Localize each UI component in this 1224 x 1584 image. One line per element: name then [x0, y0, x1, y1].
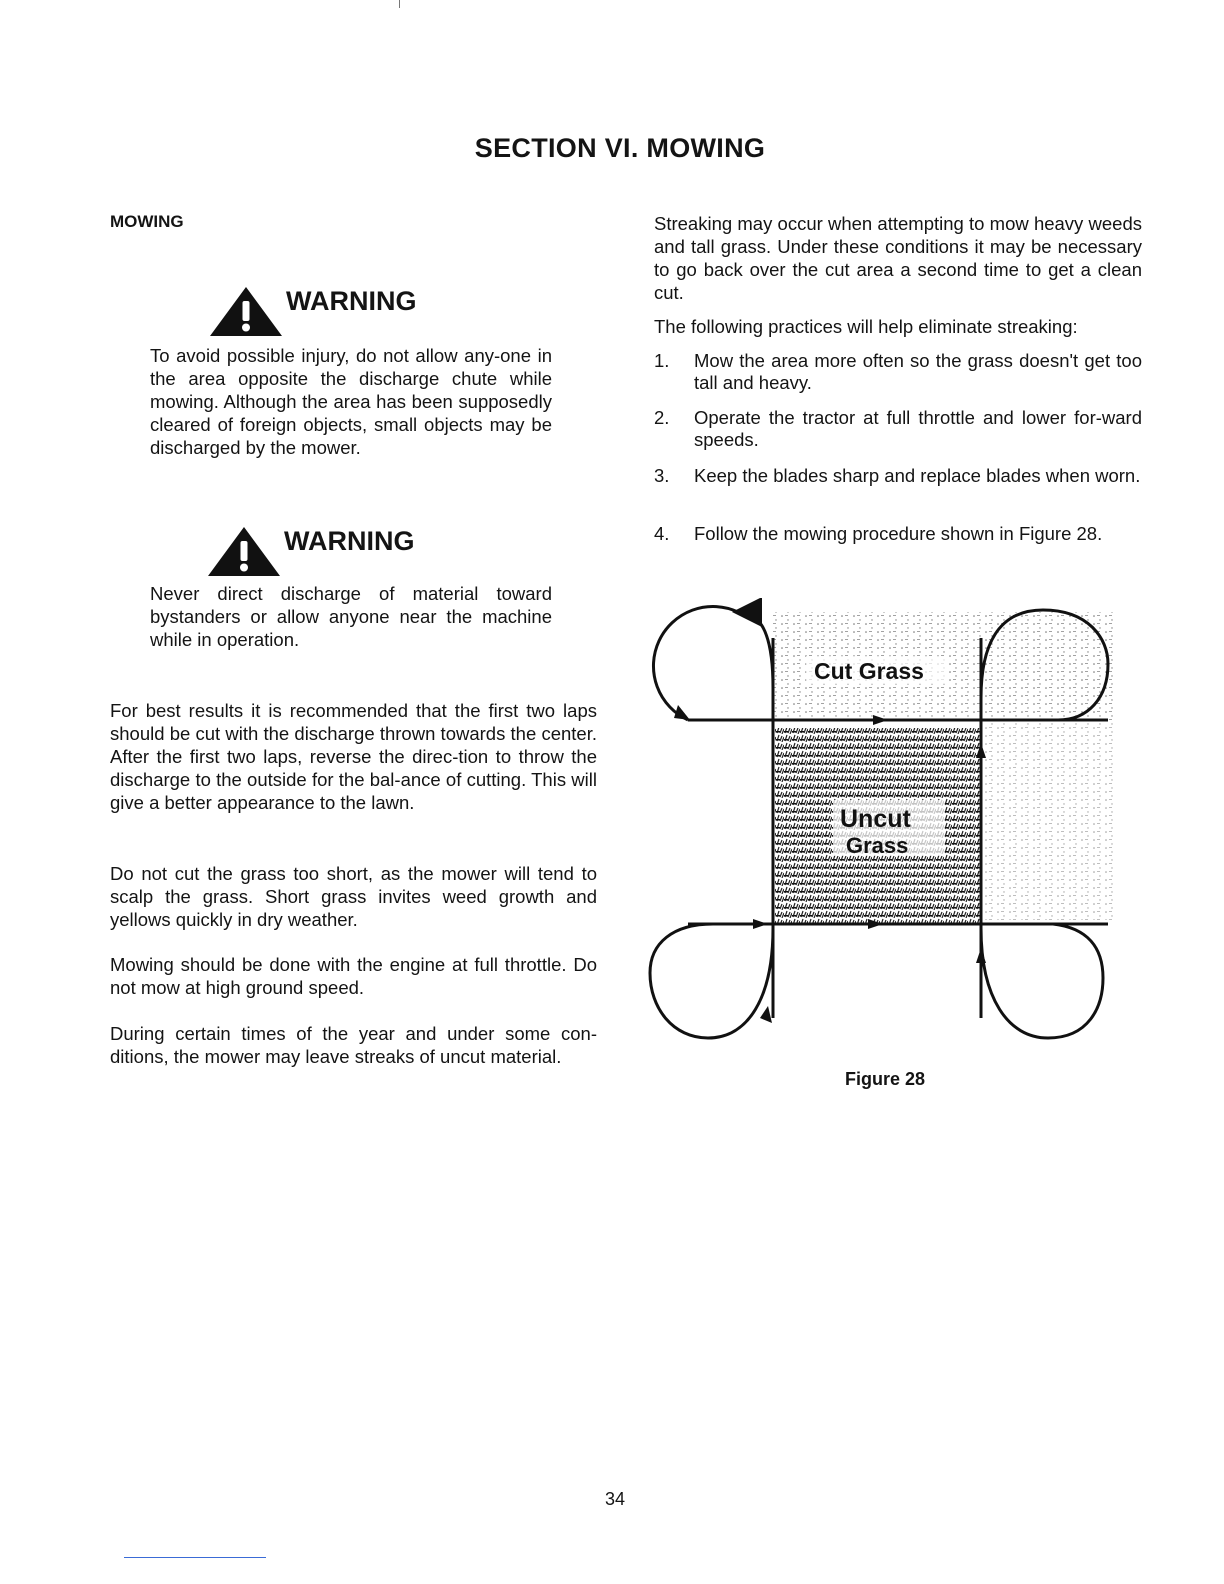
warning-label-2: WARNING [284, 526, 415, 556]
warning-text-1: To avoid possible injury, do not allow any-one in the area opposite the discharge chute while mowing. Although the area has been supposedly cleared of foreign objects, small objects may be discharged by the mower. [150, 345, 552, 458]
paragraph-streaking-intro: Streaking may occur when attempting to mow heavy weeds and tall grass. Under these conditions it may be necessary to go back over the cut area a second time to get a clean cut. [654, 213, 1142, 303]
uncut-grass-label-1: Uncut [840, 805, 911, 833]
page-title: SECTION VI. MOWING [474, 133, 766, 163]
list-item-number: 1. [654, 350, 670, 371]
warning-triangle-icon [208, 284, 284, 338]
figure-caption: Figure 28 [845, 1069, 926, 1089]
list-item [654, 523, 1142, 545]
mowing-pattern-diagram [648, 598, 1118, 1048]
mowing-pattern-figure [648, 598, 1118, 1048]
page-number: 34 [605, 1489, 626, 1509]
list-item-number: 4. [654, 523, 670, 544]
list-item-text: Keep the blades sharp and replace blades when worn. [694, 465, 1141, 486]
warning-text-2: Never direct discharge of material toward bystanders or allow anyone near the machine while in operation. [150, 583, 552, 650]
list-item-text: Follow the mowing procedure shown in Figure 28. [694, 523, 1103, 544]
warning-triangle-icon [206, 524, 282, 578]
footer-line [124, 1557, 266, 1558]
paragraph-streaks: During certain times of the year and under some con-ditions, the mower may leave streaks of uncut material. [110, 1023, 597, 1067]
warning-label-1: WARNING [286, 286, 417, 316]
scan-mark [399, 0, 400, 8]
paragraph-discharge-direction: For best results it is recommended that the first two laps should be cut with the discharge thrown towards the center. After the first two laps, reverse the direc-tion to throw the discharge to the outside for the bal-ance of cutting. This will give a better appearance to the lawn. [110, 700, 597, 813]
section-subheading: MOWING [110, 212, 184, 231]
list-intro: The following practices will help eliminate streaking: [654, 316, 1078, 337]
warning-header-1 [208, 284, 468, 344]
list-item-text: Operate the tractor at full throttle and lower for-ward speeds. [694, 407, 1142, 450]
warning-header-2 [206, 524, 466, 584]
list-item [654, 350, 1142, 394]
cut-grass-side [983, 720, 1113, 920]
list-item [654, 465, 1142, 487]
list-item-number: 3. [654, 465, 670, 486]
list-item [654, 407, 1142, 451]
list-item-number: 2. [654, 407, 670, 428]
list-item-text: Mow the area more often so the grass doesn't get too tall and heavy. [694, 350, 1142, 393]
paragraph-cut-height: Do not cut the grass too short, as the mower will tend to scalp the grass. Short grass invites weed growth and yellows quickly in dry weather. [110, 863, 597, 930]
cut-grass-label: Cut Grass [814, 658, 924, 684]
uncut-grass-label-2: Grass [846, 833, 909, 858]
paragraph-throttle: Mowing should be done with the engine at full throttle. Do not mow at high ground speed. [110, 954, 597, 998]
